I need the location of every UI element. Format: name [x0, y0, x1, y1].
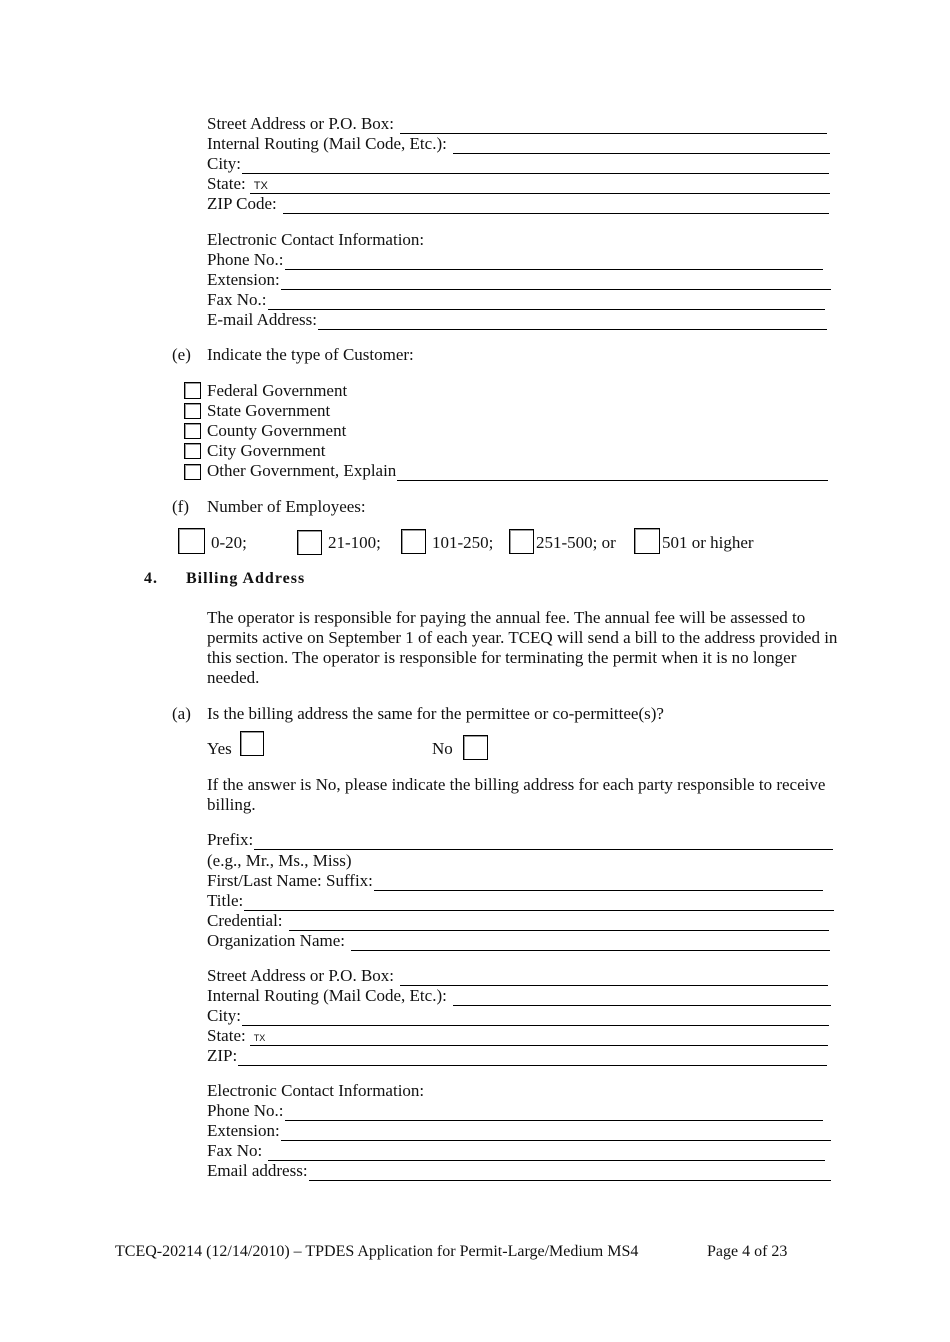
- phone-field[interactable]: [207, 250, 823, 270]
- employees-21-100-checkbox[interactable]: [297, 530, 322, 555]
- billing-organization-label: Organization Name:: [207, 931, 346, 950]
- employees-251-500-checkbox[interactable]: [509, 529, 534, 554]
- email-label: E-mail Address:: [207, 310, 318, 329]
- employees-question: Number of Employees:: [207, 497, 366, 516]
- federal-government-checkbox[interactable]: [184, 382, 201, 399]
- billing-phone-label: Phone No.:: [207, 1101, 284, 1120]
- county-government-label: County Government: [207, 421, 347, 440]
- billing-extension-label: Extension:: [207, 1121, 280, 1140]
- billing-zip-label: ZIP:: [207, 1046, 238, 1065]
- billing-state-field[interactable]: [207, 1026, 828, 1046]
- employees-101-250-checkbox[interactable]: [401, 529, 426, 554]
- other-government-explain-field[interactable]: [207, 461, 828, 481]
- city-government-label: City Government: [207, 441, 326, 460]
- city-label: City:: [207, 154, 242, 173]
- billing-organization-field[interactable]: [207, 931, 830, 951]
- state-label: State:: [207, 174, 246, 193]
- billing-zip-field[interactable]: [207, 1046, 827, 1066]
- billing-question: Is the billing address the same for the permittee or co-permittee(s)?: [207, 704, 664, 723]
- billing-prefix-field[interactable]: [207, 830, 833, 850]
- billing-credential-label: Credential:: [207, 911, 283, 930]
- state-government-label: State Government: [207, 401, 331, 420]
- extension-field[interactable]: [207, 270, 831, 290]
- email-field[interactable]: [207, 310, 827, 330]
- no-label: No: [432, 739, 453, 758]
- customer-type-question: Indicate the type of Customer:: [207, 345, 414, 364]
- federal-government-label: Federal Government: [207, 381, 348, 400]
- employees-marker: (f): [172, 497, 189, 516]
- billing-email-label: Email address:: [207, 1161, 308, 1180]
- footer-form-id: TCEQ-20214 (12/14/2010) – TPDES Application for Permit-Large/Medium MS4: [115, 1243, 639, 1260]
- billing-routing-label: Internal Routing (Mail Code, Etc.):: [207, 986, 447, 1005]
- billing-street-field[interactable]: [207, 966, 828, 986]
- billing-credential-field[interactable]: [207, 911, 829, 931]
- billing-name-field[interactable]: [207, 871, 823, 891]
- billing-routing-field[interactable]: [207, 986, 831, 1006]
- street-address-label: Street Address or P.O. Box:: [207, 114, 394, 133]
- yes-label: Yes: [207, 739, 232, 758]
- state-field[interactable]: [207, 174, 830, 194]
- electronic-contact-heading: Electronic Contact Information:: [207, 230, 425, 249]
- other-government-checkbox[interactable]: [184, 464, 201, 480]
- billing-prefix-example: (e.g., Mr., Ms., Miss): [207, 851, 352, 870]
- extension-label: Extension:: [207, 270, 280, 289]
- footer-page-number: Page 4 of 23: [707, 1243, 788, 1260]
- county-government-checkbox[interactable]: [184, 423, 201, 439]
- billing-intro-paragraph: The operator is responsible for paying the annual fee. The annual fee will be assessed to permits active on September 1 of each year. TCEQ will send a bill to the address provided in this section. The operator is responsible for terminating the permit when it is no longer needed.: [207, 608, 838, 687]
- billing-email-field[interactable]: [207, 1161, 831, 1181]
- phone-label: Phone No.:: [207, 250, 284, 269]
- customer-type-marker: (e): [172, 345, 191, 364]
- employees-21-100-label: 21-100;: [328, 533, 381, 552]
- street-address-field[interactable]: [207, 114, 827, 134]
- billing-prefix-label: Prefix:: [207, 830, 254, 849]
- billing-phone-field[interactable]: [207, 1101, 823, 1121]
- billing-question-marker: (a): [172, 704, 191, 723]
- employees-251-500-label: 251-500; or: [536, 533, 616, 552]
- billing-title-label: Title:: [207, 891, 244, 910]
- employees-0-20-checkbox[interactable]: [178, 528, 205, 554]
- billing-street-label: Street Address or P.O. Box:: [207, 966, 394, 985]
- other-government-label: Other Government, Explain: [207, 461, 397, 480]
- fax-label: Fax No.:: [207, 290, 267, 309]
- billing-instruction: If the answer is No, please indicate the billing address for each party responsible to receive billing.: [207, 775, 826, 814]
- no-checkbox[interactable]: [463, 735, 488, 760]
- employees-501-higher-checkbox[interactable]: [634, 528, 660, 554]
- state-value: TX: [253, 180, 268, 192]
- section-title: Billing Address: [186, 570, 306, 587]
- city-field[interactable]: [207, 154, 829, 174]
- zip-code-field[interactable]: [207, 194, 829, 214]
- billing-fax-field[interactable]: [207, 1141, 825, 1161]
- employees-101-250-label: 101-250;: [432, 533, 494, 552]
- yes-checkbox[interactable]: [240, 731, 264, 756]
- billing-electronic-heading: Electronic Contact Information:: [207, 1081, 425, 1100]
- billing-name-label: First/Last Name: Suffix:: [207, 871, 373, 890]
- billing-fax-label: Fax No:: [207, 1141, 263, 1160]
- billing-city-field[interactable]: [207, 1006, 829, 1026]
- billing-title-field[interactable]: [207, 891, 834, 911]
- billing-state-value: TX: [253, 1033, 266, 1043]
- employees-501-higher-label: 501 or higher: [662, 533, 754, 552]
- employees-0-20-label: 0-20;: [211, 533, 247, 552]
- internal-routing-label: Internal Routing (Mail Code, Etc.):: [207, 134, 447, 153]
- zip-code-label: ZIP Code:: [207, 194, 277, 213]
- internal-routing-field[interactable]: [207, 134, 830, 154]
- fax-field[interactable]: [207, 290, 825, 310]
- state-government-checkbox[interactable]: [184, 403, 201, 419]
- section-number: 4.: [144, 570, 158, 587]
- billing-city-label: City:: [207, 1006, 242, 1025]
- billing-state-label: State:: [207, 1026, 246, 1045]
- city-government-checkbox[interactable]: [184, 443, 201, 459]
- billing-extension-field[interactable]: [207, 1121, 831, 1141]
